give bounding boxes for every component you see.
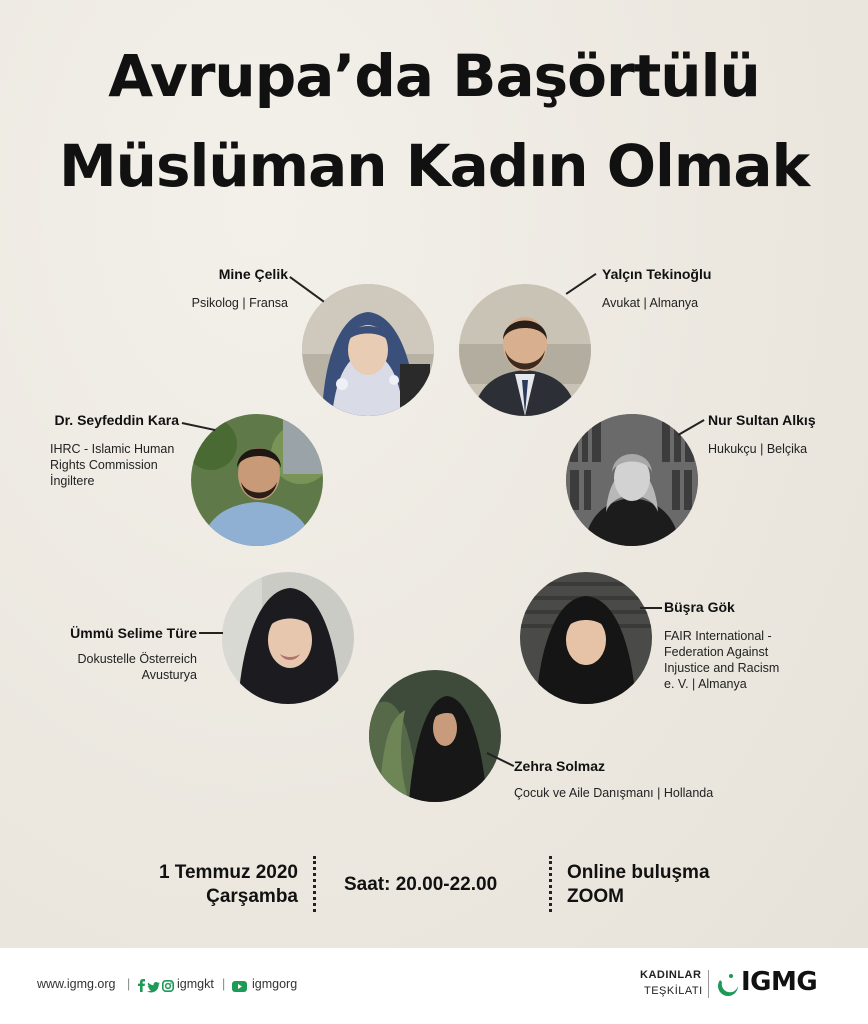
event-platform: ZOOM [567,886,624,907]
speaker-photo-zehra-solmaz [369,670,501,802]
event-date: 1 Temmuz 2020 [158,862,298,883]
logo-divider [708,970,709,998]
speaker-name-mine-celik: Mine Çelik [218,266,288,282]
speaker-role-seyfeddin-kara-3: İngiltere [50,474,95,488]
speaker-role-busra-gok-2: Federation Against [664,645,769,659]
leader-line [199,632,223,634]
igmg-logo-text: IGMG [741,967,818,997]
speaker-role-busra-gok-1: FAIR International - [664,629,772,643]
speaker-name-ummu-selime-ture: Ümmü Selime Türe [70,625,197,641]
org-name-line-1: KADINLAR [640,969,702,981]
speaker-name-zehra-solmaz: Zehra Solmaz [514,758,606,774]
leader-line [290,276,325,302]
speaker-role-nur-sultan-alkis: Hukukçu | Belçika [708,442,808,456]
speaker-role-seyfeddin-kara-2: Rights Commission [50,458,158,472]
event-format: Online buluşma [567,862,710,883]
instagram-icon[interactable] [162,979,174,997]
speaker-role-mine-celik: Psikolog | Fransa [191,296,288,310]
speaker-role-yalcin-tekinoglu: Avukat | Almanya [602,296,699,310]
dotted-divider [313,856,316,912]
speaker-role-busra-gok-4: e. V. | Almanya [664,677,747,691]
youtube-icon[interactable] [232,979,247,997]
leader-line [182,422,216,431]
igmg-crescent-logo-icon [716,970,740,1003]
dotted-divider [549,856,552,912]
website-link[interactable]: www.igmg.org [37,977,116,991]
footer [0,948,868,1024]
speaker-role-ummu-selime-ture-1: Dokustelle Österreich [77,652,197,666]
speaker-photo-busra-gok [520,572,652,704]
speaker-photo-seyfeddin-kara [191,414,323,546]
org-name-line-2: TEŞKİLATI [644,985,703,997]
speaker-name-yalcin-tekinoglu: Yalçın Tekinoğlu [602,266,712,282]
speaker-role-zehra-solmaz: Çocuk ve Aile Danışmanı | Hollanda [514,786,714,800]
speaker-name-nur-sultan-alkis: Nur Sultan Alkış [708,412,816,428]
speaker-name-busra-gok: Büşra Gök [664,599,735,615]
leader-line [678,419,705,435]
speaker-photo-ummu-selime-ture [222,572,354,704]
speaker-photo-yalcin-tekinoglu [459,284,591,416]
title-line-2: Müslüman Kadın Olmak [58,132,810,200]
leader-line [566,273,597,294]
speaker-role-busra-gok-3: Injustice and Racism [664,661,780,675]
social-handle-igmgkt[interactable]: igmgkt [177,977,214,991]
speaker-role-ummu-selime-ture-2: Avusturya [141,668,197,682]
twitter-icon[interactable] [147,980,160,998]
speaker-photo-mine-celik [302,284,434,416]
event-time: Saat: 20.00-22.00 [344,874,498,895]
speaker-name-seyfeddin-kara: Dr. Seyfeddin Kara [54,412,179,428]
facebook-icon[interactable] [137,979,146,997]
separator: | [222,977,226,991]
event-day: Çarşamba [206,886,298,907]
leader-line [640,607,662,609]
social-handle-igmgorg[interactable]: igmgorg [252,977,298,991]
separator: | [127,977,131,991]
title-line-1: Avrupa’da Başörtülü [108,42,760,110]
speaker-role-seyfeddin-kara-1: IHRC - Islamic Human [50,442,175,456]
